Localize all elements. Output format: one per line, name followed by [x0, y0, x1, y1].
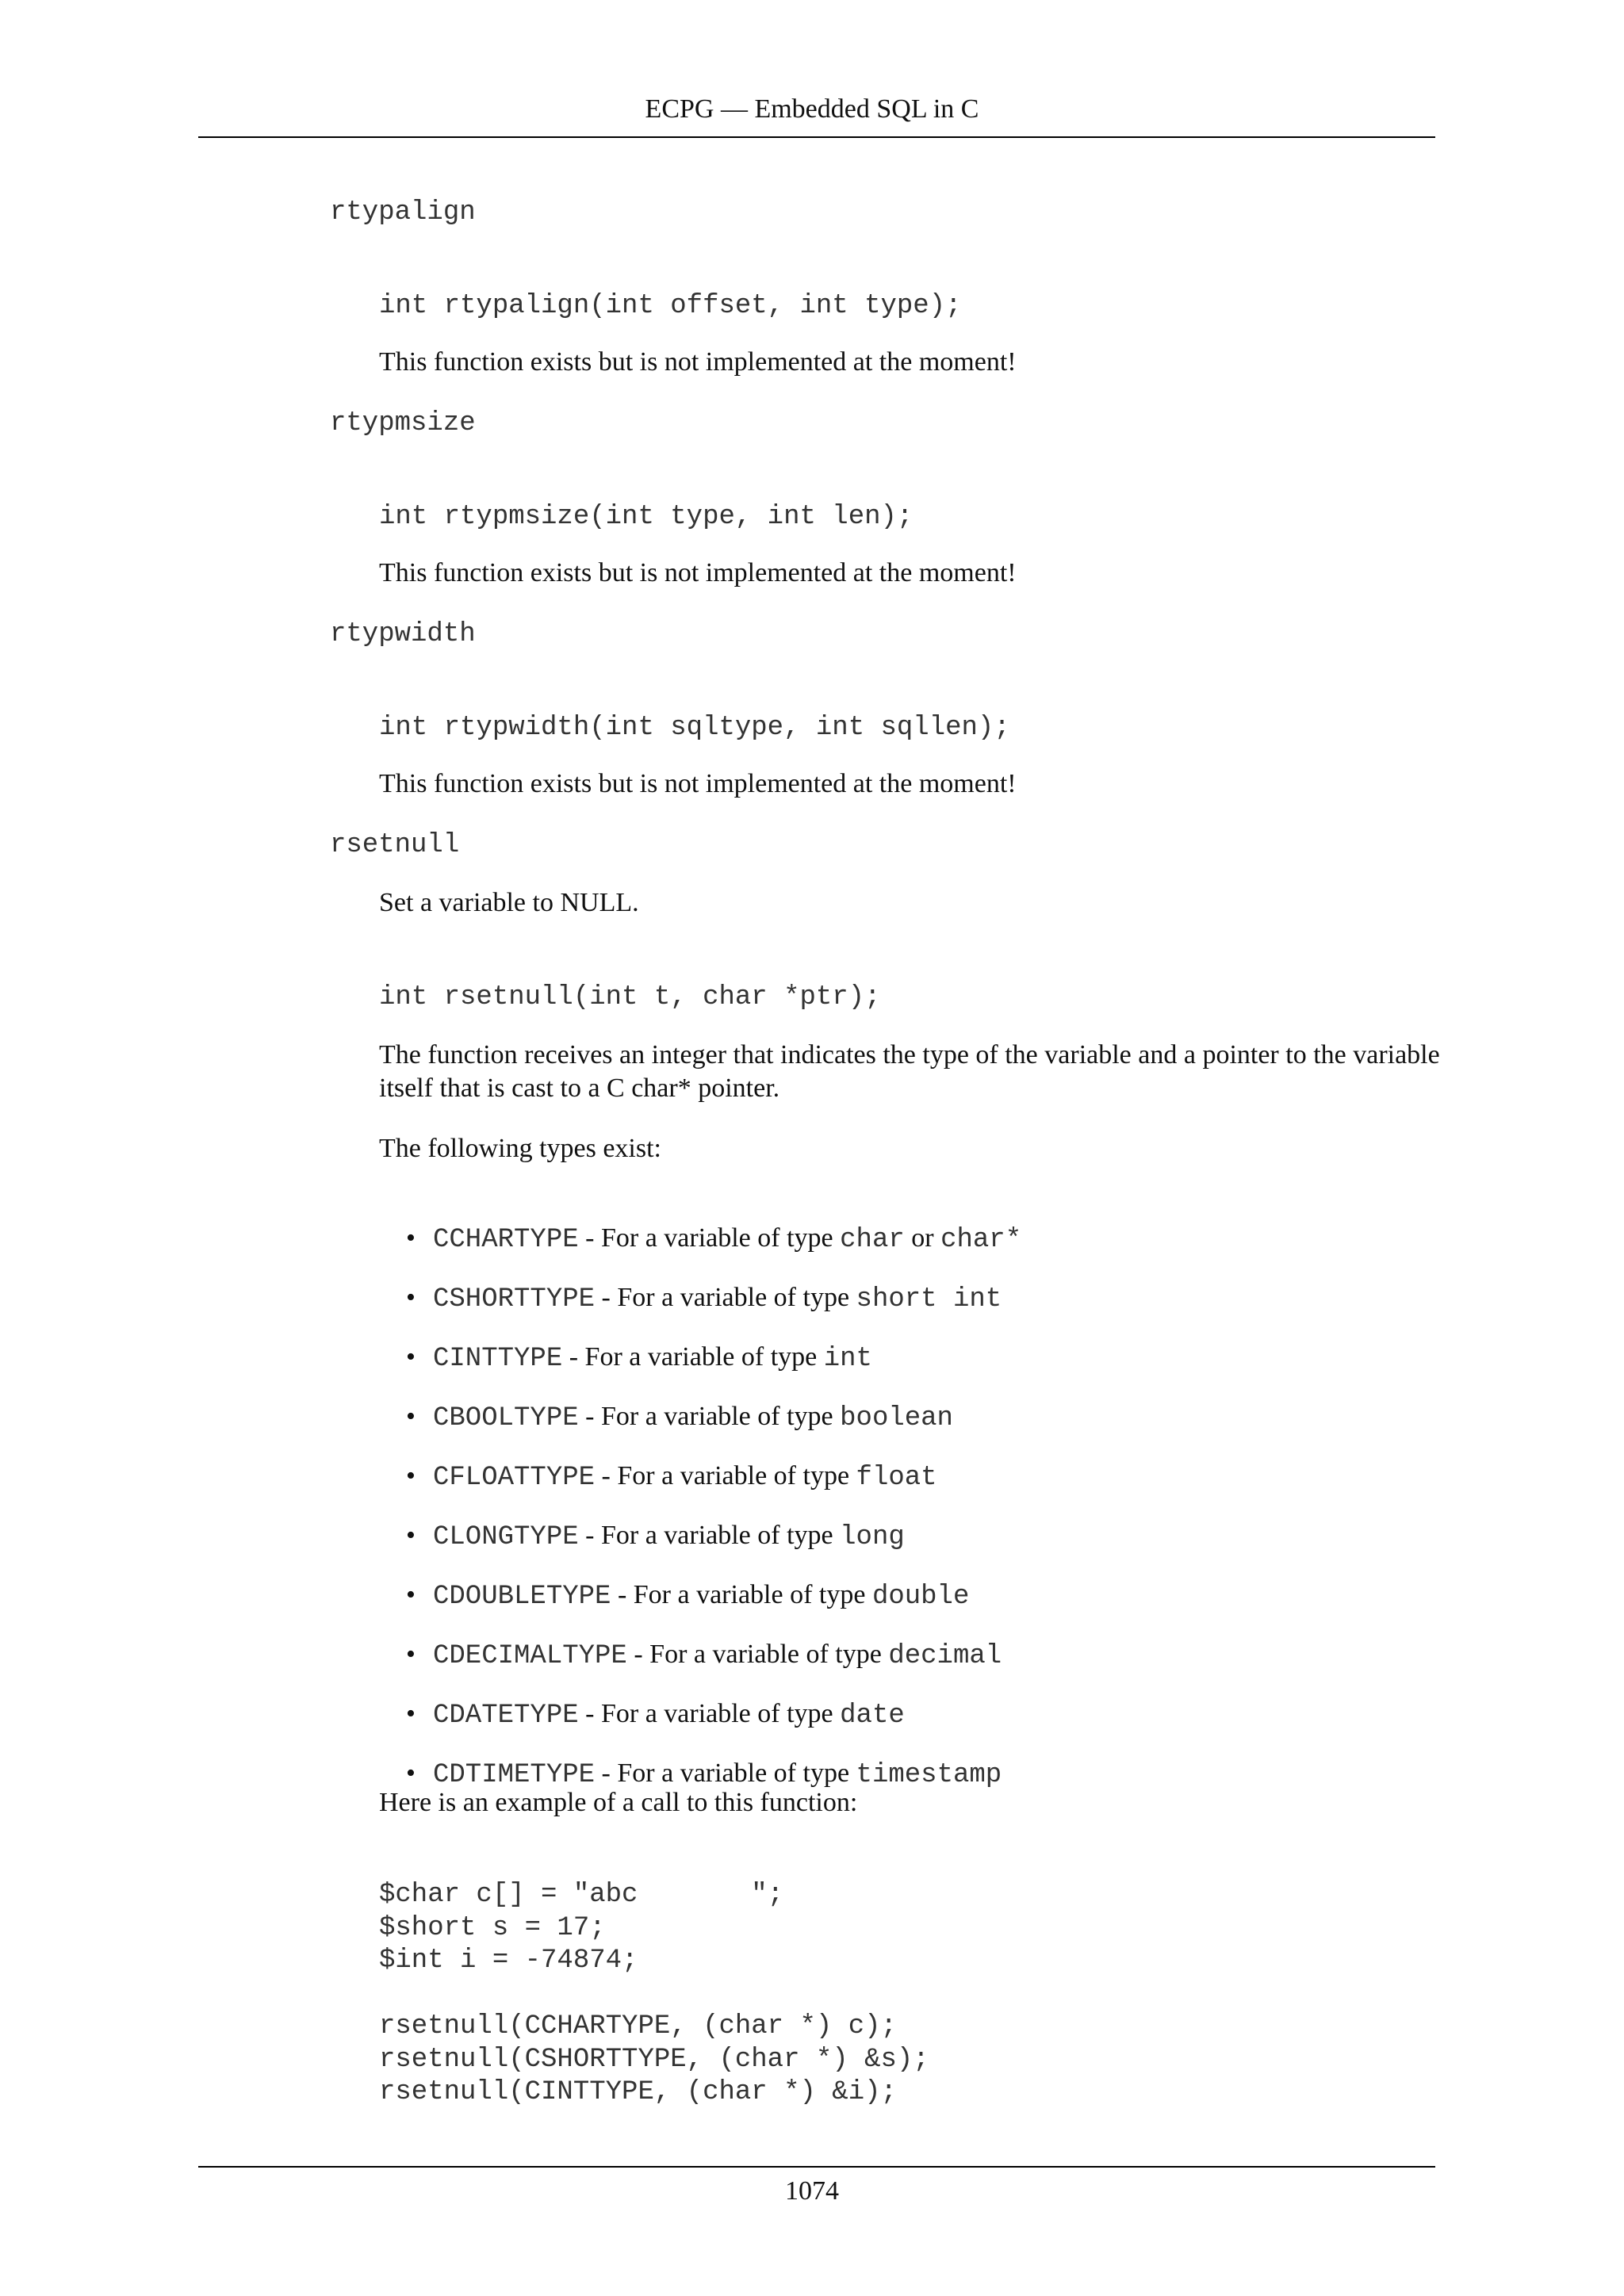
- list-item: • CINTTYPE - For a variable of type int: [406, 1342, 872, 1374]
- page-header-title: ECPG — Embedded SQL in C: [645, 94, 979, 124]
- function-synopsis-rsetnull: int rsetnull(int t, char *ptr);: [379, 982, 881, 1012]
- function-description-rtypalign: This function exists but is not implemented at the moment!: [379, 347, 1017, 377]
- list-item: • CDECIMALTYPE - For a variable of type decimal: [406, 1640, 1002, 1671]
- function-term-rtypmsize: rtypmsize: [330, 408, 476, 438]
- list-item: • CDTIMETYPE - For a variable of type timestamp: [406, 1758, 1002, 1790]
- bullet-icon: •: [406, 1640, 416, 1669]
- list-item: • CSHORTTYPE - For a variable of type short int: [406, 1283, 1002, 1314]
- footer-rule: [198, 2166, 1435, 2168]
- list-item: • CDOUBLETYPE - For a variable of type double: [406, 1580, 970, 1612]
- bullet-icon: •: [406, 1402, 416, 1431]
- rsetnull-intro: Set a variable to NULL.: [379, 888, 639, 917]
- bullet-icon: •: [406, 1580, 416, 1609]
- page-number: 1074: [785, 2176, 839, 2206]
- rsetnull-types-intro: The following types exist:: [379, 1134, 662, 1163]
- function-synopsis-rtypwidth: int rtypwidth(int sqltype, int sqllen);: [379, 713, 1010, 743]
- bullet-icon: •: [406, 1521, 416, 1550]
- bullet-icon: •: [406, 1223, 416, 1253]
- list-item: • CBOOLTYPE - For a variable of type boolean: [406, 1402, 953, 1433]
- function-synopsis-rtypmsize: int rtypmsize(int type, int len);: [379, 502, 914, 532]
- rsetnull-description: The function receives an integer that indicates the type of the variable and a pointer to the variable itself that is cast to a C char* pointer.: [379, 1040, 1440, 1103]
- bullet-icon: •: [406, 1283, 416, 1312]
- function-term-rtypalign: rtypalign: [330, 197, 476, 228]
- example-code-block: $char c[] = "abc "; $short s = 17; $int i = -74874; rsetnull(CCHARTYPE, (char *) c); rsetnull(CSHORTTYPE, (char *) &s); rsetnull(CINTTYPE, (char *) &i);: [379, 1880, 929, 2107]
- list-item: • CDATETYPE - For a variable of type date: [406, 1699, 905, 1731]
- list-item: • CCHARTYPE - For a variable of type char or char*: [406, 1223, 1022, 1255]
- function-term-rsetnull: rsetnull: [330, 830, 460, 860]
- list-item: • CLONGTYPE - For a variable of type long: [406, 1521, 905, 1552]
- example-intro: Here is an example of a call to this function:: [379, 1788, 858, 1817]
- bullet-icon: •: [406, 1461, 416, 1490]
- list-item: • CFLOATTYPE - For a variable of type float: [406, 1461, 937, 1493]
- function-term-rtypwidth: rtypwidth: [330, 619, 476, 649]
- header-rule: [198, 136, 1435, 138]
- function-description-rtypmsize: This function exists but is not implemented at the moment!: [379, 558, 1017, 587]
- function-description-rtypwidth: This function exists but is not implemented at the moment!: [379, 769, 1017, 798]
- bullet-icon: •: [406, 1758, 416, 1788]
- function-synopsis-rtypalign: int rtypalign(int offset, int type);: [379, 291, 962, 321]
- bullet-icon: •: [406, 1342, 416, 1372]
- bullet-icon: •: [406, 1699, 416, 1728]
